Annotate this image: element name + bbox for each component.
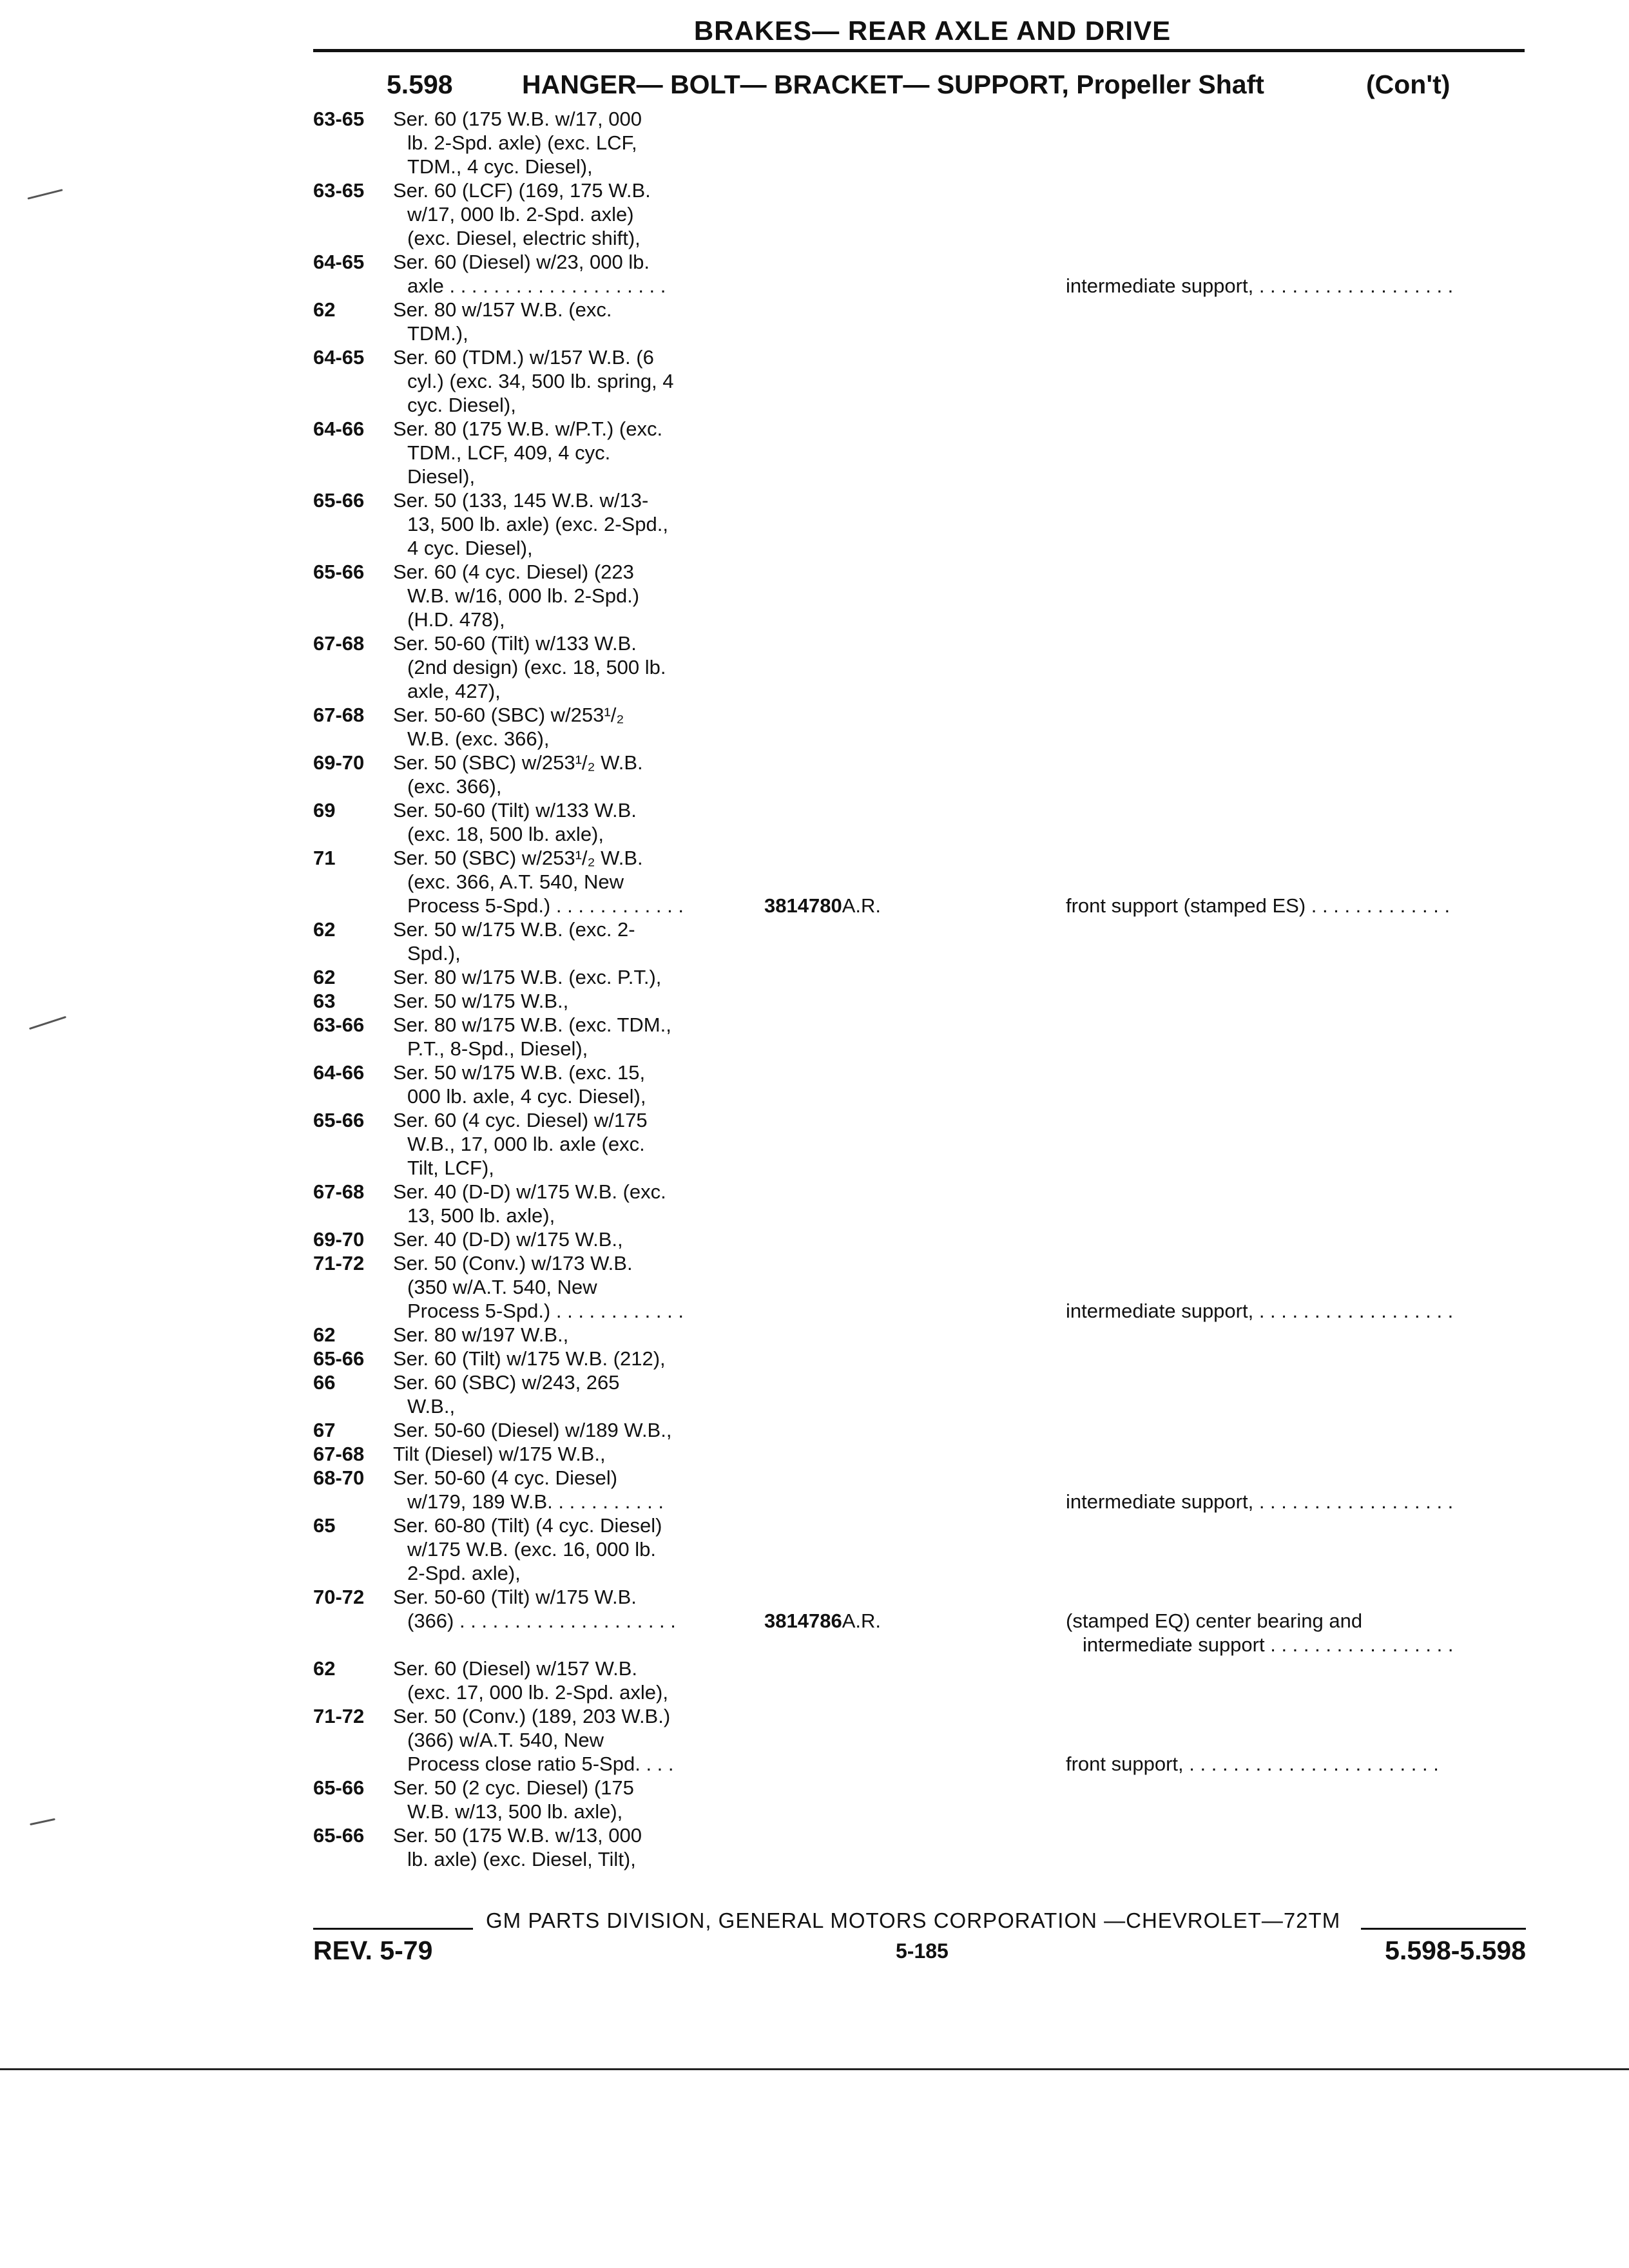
list-item: [313, 1776, 1537, 1823]
model-years: 65-66: [313, 561, 365, 583]
page-header-title: BRAKES— REAR AXLE AND DRIVE: [693, 15, 1171, 46]
model-years: 67-68: [313, 1443, 365, 1465]
application-line: (350 w/A.T. 540, New: [407, 1276, 597, 1298]
application-line: Ser. 60 (LCF) (169, 175 W.B.: [393, 179, 651, 202]
application-description: [393, 1180, 1063, 1227]
application-description: [393, 107, 1063, 178]
application-line: W.B. w/13, 500 lb. axle),: [407, 1800, 623, 1823]
application-description: [393, 703, 1063, 751]
application-description: [393, 345, 1063, 417]
model-years: 64-65: [313, 346, 365, 369]
application-line: (exc. 17, 000 lb. 2-Spd. axle),: [407, 1681, 668, 1704]
list-item: [313, 631, 1537, 703]
application-line: Process 5-Spd.) . . . . . . . . . . . .: [407, 1300, 684, 1322]
quantity-as-required: A.R.: [842, 894, 881, 917]
application-description: [393, 989, 1063, 1013]
application-line: w/175 W.B. (exc. 16, 000 lb.: [407, 1538, 656, 1561]
list-item: [313, 846, 1537, 918]
application-line: lb. 2-Spd. axle) (exc. LCF,: [407, 131, 637, 154]
scan-mark: [29, 1016, 66, 1030]
application-line: (366) . . . . . . . . . . . . . . . . . . . .: [407, 1610, 676, 1632]
application-line: lb. axle) (exc. Diesel, Tilt),: [407, 1848, 636, 1870]
application-line: P.T., 8-Spd., Diesel),: [407, 1037, 588, 1060]
application-line: (exc. 366, A.T. 540, New: [407, 870, 624, 893]
scan-mark: [27, 189, 63, 199]
model-years: 63-65: [313, 179, 365, 202]
part-number-cell: [764, 894, 881, 918]
part-number-cell: [764, 1609, 881, 1633]
application-description: [393, 417, 1063, 488]
model-years: 67: [313, 1419, 336, 1441]
application-description: [393, 1370, 1063, 1418]
model-years: 65-66: [313, 1347, 365, 1370]
application-line: TDM., 4 cyc. Diesel),: [407, 155, 593, 178]
application-description: [393, 631, 1063, 703]
model-years: 71-72: [313, 1705, 365, 1727]
part-description-continued: intermediate support . . . . . . . . . . . . . . . . .: [1083, 1633, 1454, 1656]
application-line: Ser. 80 w/157 W.B. (exc.: [393, 298, 612, 321]
application-line: Ser. 40 (D-D) w/175 W.B.,: [393, 1228, 623, 1251]
list-item: [313, 1370, 1537, 1418]
part-number: 3814786: [764, 1610, 842, 1632]
application-line: Ser. 50-60 (Tilt) w/133 W.B.: [393, 799, 637, 822]
header-rule: [313, 49, 1525, 52]
part-number: 3814780: [764, 894, 842, 917]
application-description: [393, 751, 1063, 798]
model-years: 65: [313, 1514, 336, 1537]
application-line: Ser. 80 w/197 W.B.,: [393, 1323, 569, 1346]
application-line: Process close ratio 5-Spd. . . .: [407, 1753, 674, 1775]
application-line: (2nd design) (exc. 18, 500 lb.: [407, 656, 666, 678]
model-years: 63-65: [313, 108, 365, 130]
model-years: 65-66: [313, 1776, 365, 1799]
application-line: Ser. 50 (2 cyc. Diesel) (175: [393, 1776, 634, 1799]
part-description: front support, . . . . . . . . . . . . . . . . . . . . . . .: [1066, 1753, 1439, 1775]
application-line: w/179, 189 W.B. . . . . . . . . . .: [407, 1490, 664, 1513]
model-years: 64-65: [313, 251, 365, 273]
list-item: [313, 1442, 1537, 1466]
application-line: Tilt, LCF),: [407, 1157, 494, 1179]
model-years: 65-66: [313, 1824, 365, 1847]
application-line: W.B.,: [407, 1395, 456, 1418]
application-line: Ser. 50-60 (Diesel) w/189 W.B.,: [393, 1419, 672, 1441]
model-years: 65-66: [313, 1109, 365, 1131]
list-item: [313, 1251, 1537, 1323]
application-description: [393, 1442, 1063, 1466]
footer-page-number: 5-185: [896, 1939, 949, 1963]
model-years: 68-70: [313, 1466, 365, 1489]
list-item: [313, 178, 1537, 250]
application-line: Ser. 60 (SBC) w/243, 265: [393, 1371, 620, 1394]
application-line: Ser. 50 (Conv.) w/173 W.B.: [393, 1252, 633, 1274]
application-line: Ser. 60 (Diesel) w/157 W.B.: [393, 1657, 638, 1680]
application-description: [393, 1108, 1063, 1180]
list-item: [313, 417, 1537, 488]
application-line: axle, 427),: [407, 680, 501, 702]
application-line: Ser. 80 w/175 W.B. (exc. P.T.),: [393, 966, 662, 988]
list-item: [313, 1061, 1537, 1108]
application-line: 000 lb. axle, 4 cyc. Diesel),: [407, 1085, 646, 1108]
application-line: (exc. 366),: [407, 775, 502, 798]
application-line: 13, 500 lb. axle) (exc. 2-Spd.,: [407, 513, 668, 535]
application-line: Ser. 50-60 (Tilt) w/133 W.B.: [393, 632, 637, 655]
application-description: [393, 1418, 1063, 1442]
section-title: HANGER— BOLT— BRACKET— SUPPORT, Propeller Shaft: [522, 70, 1264, 99]
footer-division: GM PARTS DIVISION, GENERAL MOTORS CORPORATION —CHEVROLET—72TM: [486, 1908, 1341, 1932]
application-description: [393, 1251, 1063, 1323]
application-description: [393, 488, 1063, 560]
section-number: 5.598: [387, 70, 453, 99]
footer-revision: REV. 5-79: [313, 1936, 433, 1965]
application-line: Ser. 80 w/175 W.B. (exc. TDM.,: [393, 1014, 671, 1036]
footer-rule-right: [1361, 1928, 1526, 1930]
scan-mark: [30, 1818, 55, 1825]
application-description: [393, 1704, 1063, 1776]
application-line: Ser. 60 (4 cyc. Diesel) (223: [393, 561, 634, 583]
application-line: cyl.) (exc. 34, 500 lb. spring, 4: [407, 370, 674, 392]
model-years: 69: [313, 799, 336, 822]
application-line: TDM., LCF, 409, 4 cyc.: [407, 441, 611, 464]
parts-list: [313, 107, 1537, 1871]
model-years: 62: [313, 298, 336, 321]
application-line: Ser. 50 (SBC) w/253¹/₂ W.B.: [393, 751, 643, 774]
application-line: Ser. 80 (175 W.B. w/P.T.) (exc.: [393, 418, 663, 440]
application-line: Ser. 60 (Tilt) w/175 W.B. (212),: [393, 1347, 666, 1370]
application-line: (exc. Diesel, electric shift),: [407, 227, 641, 249]
list-item: [313, 1108, 1537, 1180]
application-line: axle . . . . . . . . . . . . . . . . . . . .: [407, 274, 666, 297]
application-line: Ser. 50-60 (Tilt) w/175 W.B.: [393, 1586, 637, 1608]
list-item: [313, 1323, 1537, 1347]
application-line: W.B., 17, 000 lb. axle (exc.: [407, 1133, 645, 1155]
continued-label: (Con't): [1366, 70, 1451, 99]
model-years: 67-68: [313, 632, 365, 655]
list-item: [313, 1013, 1537, 1061]
application-description: [393, 1227, 1063, 1251]
application-line: Ser. 60 (4 cyc. Diesel) w/175: [393, 1109, 648, 1131]
application-description: [393, 1657, 1063, 1704]
list-item: [313, 989, 1537, 1013]
application-line: Ser. 50 (SBC) w/253¹/₂ W.B.: [393, 847, 643, 869]
application-line: Tilt (Diesel) w/175 W.B.,: [393, 1443, 606, 1465]
list-item: [313, 560, 1537, 631]
application-line: W.B. (exc. 366),: [407, 727, 550, 750]
application-line: w/17, 000 lb. 2-Spd. axle): [407, 203, 634, 226]
list-item: [313, 798, 1537, 846]
list-item: [313, 298, 1537, 345]
application-description: [393, 1061, 1063, 1108]
application-line: Ser. 50 w/175 W.B.,: [393, 990, 569, 1012]
part-description: intermediate support, . . . . . . . . . . . . . . . . . .: [1066, 1490, 1454, 1513]
model-years: 62: [313, 918, 336, 941]
application-line: Ser. 60 (Diesel) w/23, 000 lb.: [393, 251, 650, 273]
model-years: 65-66: [313, 489, 365, 512]
part-description: front support (stamped ES) . . . . . . . . . . . . .: [1066, 894, 1451, 917]
application-line: (366) w/A.T. 540, New: [407, 1729, 604, 1751]
footer-rule-left: [313, 1928, 473, 1930]
list-item: [313, 488, 1537, 560]
list-item: [313, 1514, 1537, 1585]
application-line: Ser. 50 (133, 145 W.B. w/13-: [393, 489, 649, 512]
application-description: [393, 1776, 1063, 1823]
application-line: Process 5-Spd.) . . . . . . . . . . . .: [407, 894, 684, 917]
application-line: W.B. w/16, 000 lb. 2-Spd.): [407, 584, 640, 607]
application-line: Ser. 50 (Conv.) (189, 203 W.B.): [393, 1705, 671, 1727]
list-item: [313, 1180, 1537, 1227]
application-description: [393, 918, 1063, 965]
part-description: intermediate support, . . . . . . . . . . . . . . . . . .: [1066, 1300, 1454, 1322]
model-years: 66: [313, 1371, 336, 1394]
application-description: [393, 178, 1063, 250]
list-item: [313, 751, 1537, 798]
model-years: 69-70: [313, 1228, 365, 1251]
list-item: [313, 345, 1537, 417]
model-years: 63: [313, 990, 336, 1012]
application-line: cyc. Diesel),: [407, 394, 516, 416]
application-description: [393, 965, 1063, 989]
application-description: [393, 1585, 1063, 1633]
part-description: (stamped EQ) center bearing and: [1066, 1610, 1363, 1632]
list-item: [313, 1418, 1537, 1442]
application-description: [393, 1013, 1063, 1061]
application-line: TDM.),: [407, 322, 468, 345]
list-item: [313, 250, 1537, 298]
list-item: [313, 1585, 1537, 1657]
section-heading: [387, 70, 1482, 100]
model-years: 71: [313, 847, 336, 869]
list-item: [313, 703, 1537, 751]
application-line: Ser. 50 (175 W.B. w/13, 000: [393, 1824, 642, 1847]
model-years: 64-66: [313, 418, 365, 440]
application-line: Spd.),: [407, 942, 461, 965]
application-description: [393, 250, 1063, 298]
application-line: Diesel),: [407, 465, 476, 488]
model-years: 67-68: [313, 704, 365, 726]
application-line: Ser. 60-80 (Tilt) (4 cyc. Diesel): [393, 1514, 662, 1537]
bottom-rule: [0, 2068, 1629, 2070]
application-line: (exc. 18, 500 lb. axle),: [407, 823, 604, 845]
footer-section-range: 5.598-5.598: [1385, 1936, 1526, 1965]
model-years: 62: [313, 1657, 336, 1680]
application-line: (H.D. 478),: [407, 608, 505, 631]
model-years: 69-70: [313, 751, 365, 774]
list-item: [313, 918, 1537, 965]
application-line: Ser. 50 w/175 W.B. (exc. 15,: [393, 1061, 646, 1084]
list-item: [313, 1466, 1537, 1514]
application-line: 13, 500 lb. axle),: [407, 1204, 555, 1227]
list-item: [313, 107, 1537, 178]
list-item: [313, 1823, 1537, 1871]
application-line: Ser. 60 (TDM.) w/157 W.B. (6: [393, 346, 654, 369]
list-item: [313, 1657, 1537, 1704]
model-years: 67-68: [313, 1180, 365, 1203]
list-item: [313, 965, 1537, 989]
model-years: 70-72: [313, 1586, 365, 1608]
application-description: [393, 560, 1063, 631]
list-item: [313, 1347, 1537, 1370]
list-item: [313, 1704, 1537, 1776]
application-description: [393, 1823, 1063, 1871]
application-line: Ser. 50-60 (SBC) w/253¹/₂: [393, 704, 624, 726]
application-description: [393, 1347, 1063, 1370]
model-years: 64-66: [313, 1061, 365, 1084]
quantity-as-required: A.R.: [842, 1610, 881, 1632]
model-years: 62: [313, 1323, 336, 1346]
application-line: Ser. 50 w/175 W.B. (exc. 2-: [393, 918, 635, 941]
application-description: [393, 1466, 1063, 1514]
application-description: [393, 798, 1063, 846]
application-line: Ser. 50-60 (4 cyc. Diesel): [393, 1466, 618, 1489]
application-line: Ser. 40 (D-D) w/175 W.B. (exc.: [393, 1180, 666, 1203]
application-description: [393, 1514, 1063, 1585]
model-years: 71-72: [313, 1252, 365, 1274]
application-line: 4 cyc. Diesel),: [407, 537, 533, 559]
model-years: 63-66: [313, 1014, 365, 1036]
application-description: [393, 1323, 1063, 1347]
application-line: Ser. 60 (175 W.B. w/17, 000: [393, 108, 642, 130]
model-years: 62: [313, 966, 336, 988]
application-description: [393, 298, 1063, 345]
application-line: 2-Spd. axle),: [407, 1562, 521, 1584]
part-description: intermediate support, . . . . . . . . . . . . . . . . . .: [1066, 274, 1454, 297]
application-description: [393, 846, 1063, 918]
list-item: [313, 1227, 1537, 1251]
